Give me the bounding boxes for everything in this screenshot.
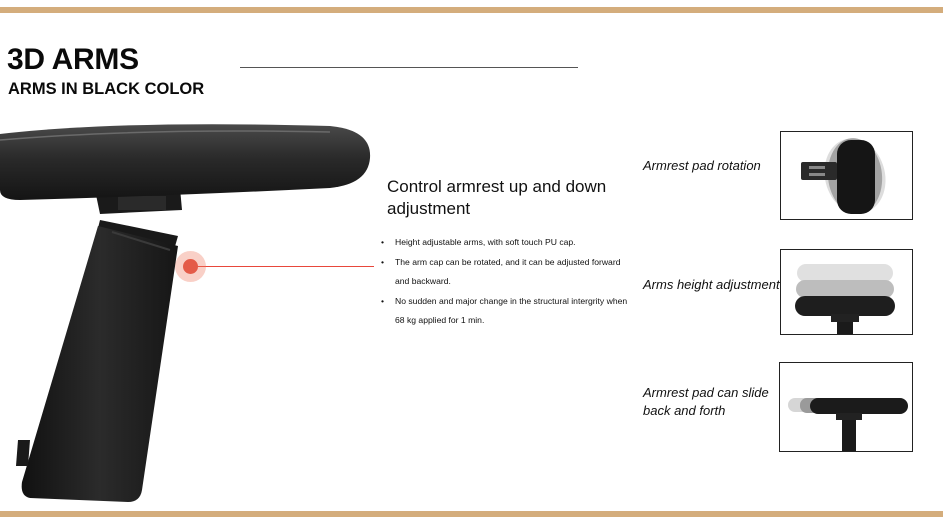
height-illustration [781, 250, 912, 334]
feature-bullet: • No sudden and major change in the structural intergrity when 68 kg applied for 1 min. [381, 292, 631, 331]
thumbnail-slide [779, 362, 913, 452]
thumbnail-label-rotation: Armrest pad rotation [643, 158, 761, 173]
rotation-illustration [781, 132, 912, 219]
page-subtitle: ARMS IN BLACK COLOR [8, 80, 205, 98]
thumbnail-rotation [780, 131, 913, 220]
slide-illustration [780, 363, 912, 451]
feature-bullet: • Height adjustable arms, with soft touch PU cap. [381, 233, 631, 253]
feature-bullet-list [381, 233, 631, 331]
callout-pointer-line [196, 266, 374, 267]
title-divider [240, 67, 578, 68]
thumbnail-height [780, 249, 913, 335]
callout-hotspot-dot [183, 259, 198, 274]
thumbnail-label-height: Arms height adjustment [643, 277, 780, 292]
page-title: 3D ARMS [7, 43, 139, 76]
top-accent-band [0, 7, 943, 13]
feature-bullet: • The arm cap can be rotated, and it can be adjusted forward and backward. [381, 253, 631, 292]
armrest-product-image [0, 110, 380, 510]
feature-heading: Control armrest up and down adjustment [387, 177, 607, 218]
thumbnail-label-slide: Armrest pad can slide back and forth [643, 385, 769, 418]
bottom-accent-band [0, 511, 943, 517]
